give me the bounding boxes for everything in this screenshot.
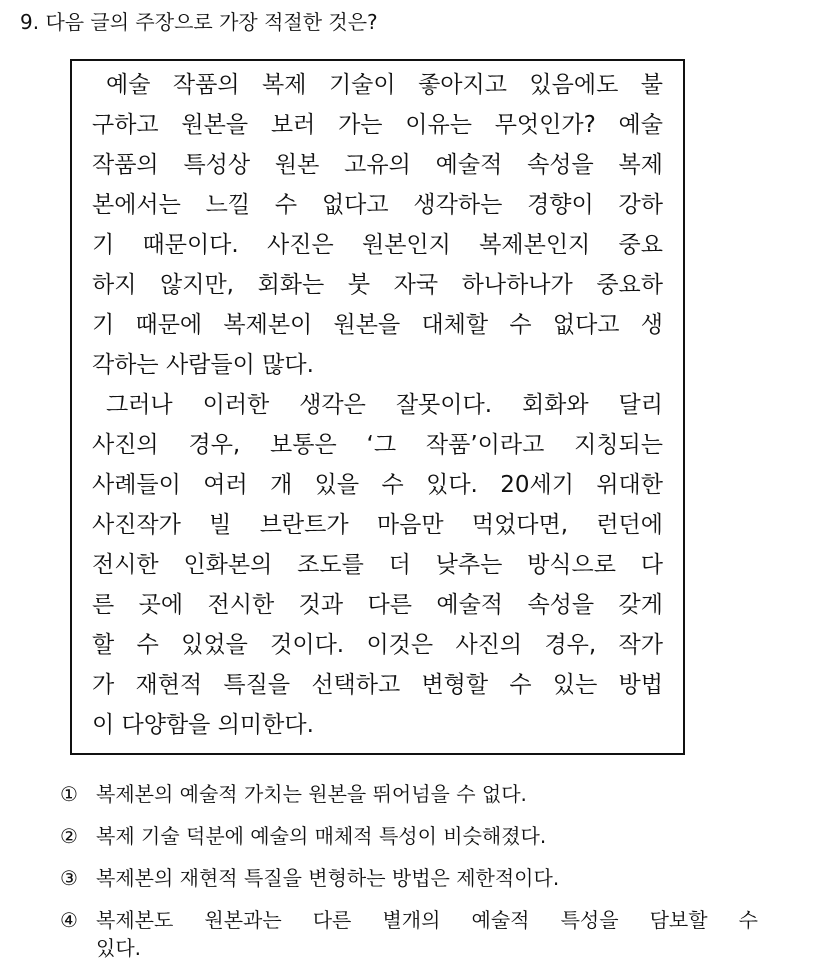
passage-line: 기 때문이다. 사진은 원본인지 복제본인지 중요 <box>92 232 663 258</box>
passage-line: 구하고 원본을 보러 가는 이유는 무엇인가? 예술 <box>92 112 663 138</box>
passage-line: 예술 작품의 복제 기술이 좋아지고 있음에도 불 <box>106 72 663 98</box>
option-number: ② <box>60 824 78 848</box>
option-text: 있다. <box>96 936 141 960</box>
option-text: 복제본의 재현적 특질을 변형하는 방법은 제한적이다. <box>96 866 560 890</box>
passage-line: 사례들이 여러 개 있을 수 있다. 20세기 위대한 <box>92 472 663 498</box>
option-number: ③ <box>60 866 78 890</box>
passage-line: 그러나 이러한 생각은 잘못이다. 회화와 달리 <box>106 392 663 418</box>
passage-line: 본에서는 느낄 수 없다고 생각하는 경향이 강하 <box>92 192 663 218</box>
option-number: ④ <box>60 908 78 932</box>
passage-line: 기 때문에 복제본이 원본을 대체할 수 없다고 생 <box>92 312 663 338</box>
passage-line: 하지 않지만, 회화는 붓 자국 하나하나가 중요하 <box>92 272 663 298</box>
option-text: 복제 기술 덕분에 예술의 매체적 특성이 비슷해졌다. <box>96 824 547 848</box>
passage-line: 사진의 경우, 보통은 ‘그 작품’이라고 지칭되는 <box>92 432 663 458</box>
passage-line: 작품의 특성상 원본 고유의 예술적 속성을 복제 <box>92 152 663 178</box>
passage-line: 사진작가 빌 브란트가 마음만 먹었다면, 런던에 <box>92 512 663 538</box>
passage-line: 가 재현적 특질을 선택하고 변형할 수 있는 방법 <box>92 672 663 698</box>
option-text: 복제본의 예술적 가치는 원본을 뛰어넘을 수 없다. <box>96 782 527 806</box>
question-title: 9. 다음 글의 주장으로 가장 적절한 것은? <box>20 10 378 34</box>
passage-box <box>70 59 685 755</box>
passage-line: 이 다양함을 의미한다. <box>92 712 314 738</box>
passage-line: 전시한 인화본의 조도를 더 낮추는 방식으로 다 <box>92 552 663 578</box>
option-number: ① <box>60 782 78 806</box>
option-text: 복제본도 원본과는 다른 별개의 예술적 특성을 담보할 수 <box>96 908 758 932</box>
passage-line: 각하는 사람들이 많다. <box>92 352 314 378</box>
passage-line: 른 곳에 전시한 것과 다른 예술적 속성을 갖게 <box>92 592 663 618</box>
passage-line: 할 수 있었을 것이다. 이것은 사진의 경우, 작가 <box>92 632 663 658</box>
